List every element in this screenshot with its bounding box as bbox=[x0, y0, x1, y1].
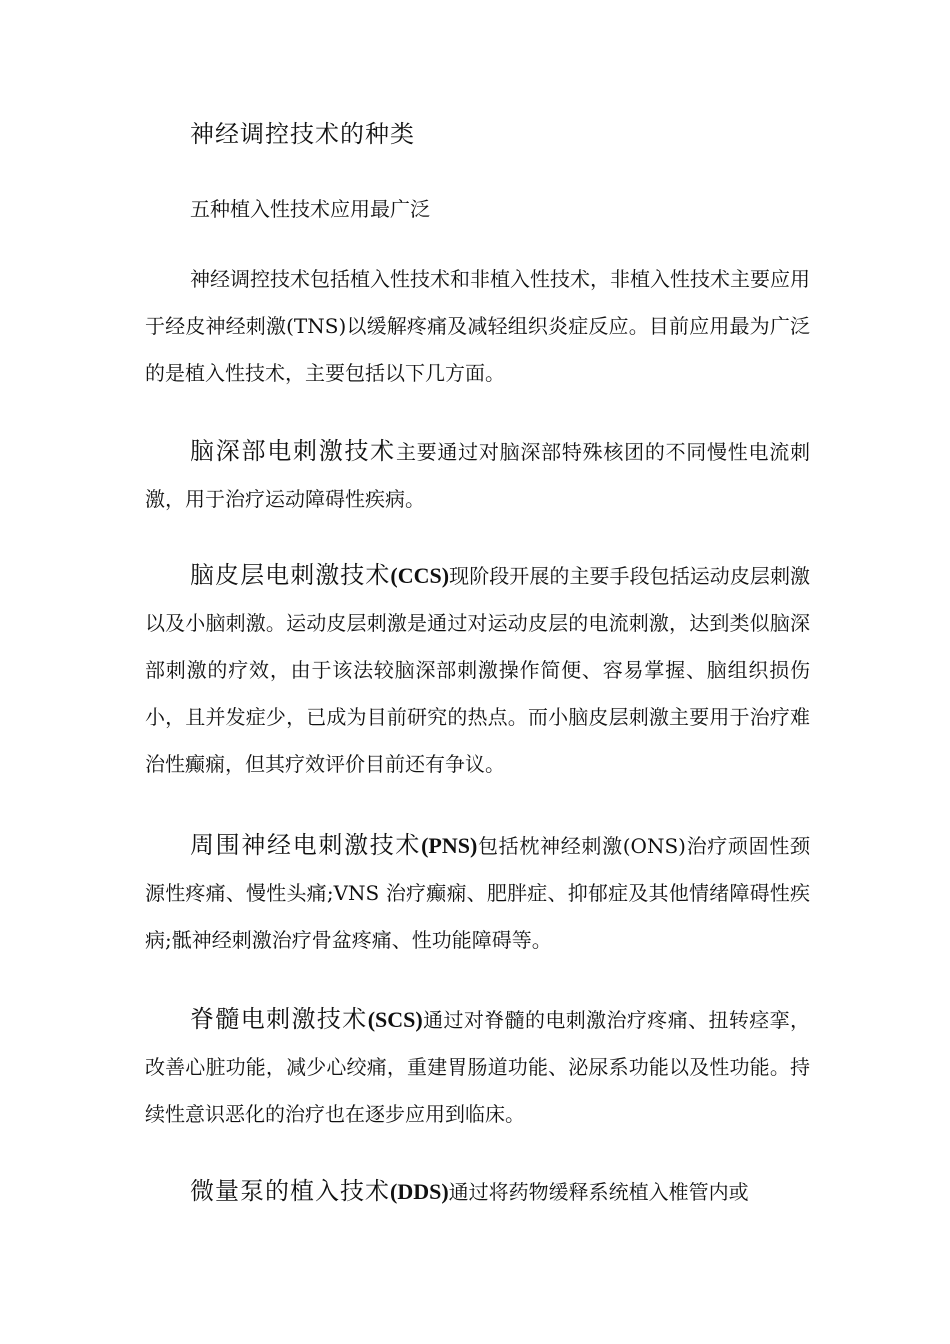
section-dbs bbox=[145, 428, 810, 523]
section-dds bbox=[145, 1168, 810, 1216]
section-abbr: (CCS) bbox=[390, 563, 450, 588]
section-lead: 脊髓电刺激技术 bbox=[190, 1005, 368, 1033]
section-text: 通过将药物缓释系统植入椎管内或 bbox=[448, 1180, 749, 1204]
section-abbr: (SCS) bbox=[367, 1007, 423, 1032]
section-abbr: (PNS) bbox=[421, 833, 478, 858]
section-text: 包括枕神经刺激(ONS)治疗顽固性颈源性疼痛、慢性头痛;VNS 治疗癫痫、肥胖症、抑郁症及其他情绪障碍性疾病;骶神经刺激治疗骨盆疼痛、性功能障碍等。 bbox=[145, 834, 811, 952]
section-abbr: (DDS) bbox=[390, 1179, 449, 1204]
section-pns bbox=[145, 822, 810, 964]
section-scs bbox=[145, 996, 810, 1138]
page-title: 神经调控技术的种类 bbox=[190, 120, 415, 148]
section-lead: 微量泵的植入技术 bbox=[190, 1177, 390, 1205]
section-text: 通过对脊髓的电刺激治疗疼痛、扭转痉挛，改善心脏功能，减少心绞痛，重建胃肠道功能、泌尿系功能以及性功能。持续性意识恶化的治疗也在逐步应用到临床。 bbox=[145, 1008, 810, 1126]
section-lead: 脑深部电刺激技术 bbox=[190, 437, 396, 465]
section-text: 现阶段开展的主要手段包括运动皮层刺激以及小脑刺激。运动皮层刺激是通过对运动皮层的电流刺激，达到类似脑深部刺激的疗效，由于该法较脑深部刺激操作简便、容易掌握、脑组织损伤小，且并发症少，已成为目前研究的热点。而小脑皮层刺激主要用于治疗难治性癫痫，但其疗效评价目前还有争议。 bbox=[145, 564, 811, 776]
section-text: 主要通过对脑深部特殊核团的不同慢性电流刺激，用于治疗运动障碍性疾病。 bbox=[145, 440, 811, 511]
page-subtitle: 五种植入性技术应用最广泛 bbox=[190, 197, 430, 221]
section-lead: 周围神经电刺激技术 bbox=[190, 831, 422, 859]
section-lead: 脑皮层电刺激技术 bbox=[190, 561, 391, 589]
section-ccs bbox=[145, 552, 810, 788]
intro-paragraph: 神经调控技术包括植入性技术和非植入性技术，非植入性技术主要应用于经皮神经刺激(TNS)以缓解疼痛及减轻组织炎症反应。目前应用最为广泛的是植入性技术，主要包括以下几方面。 bbox=[145, 267, 810, 385]
